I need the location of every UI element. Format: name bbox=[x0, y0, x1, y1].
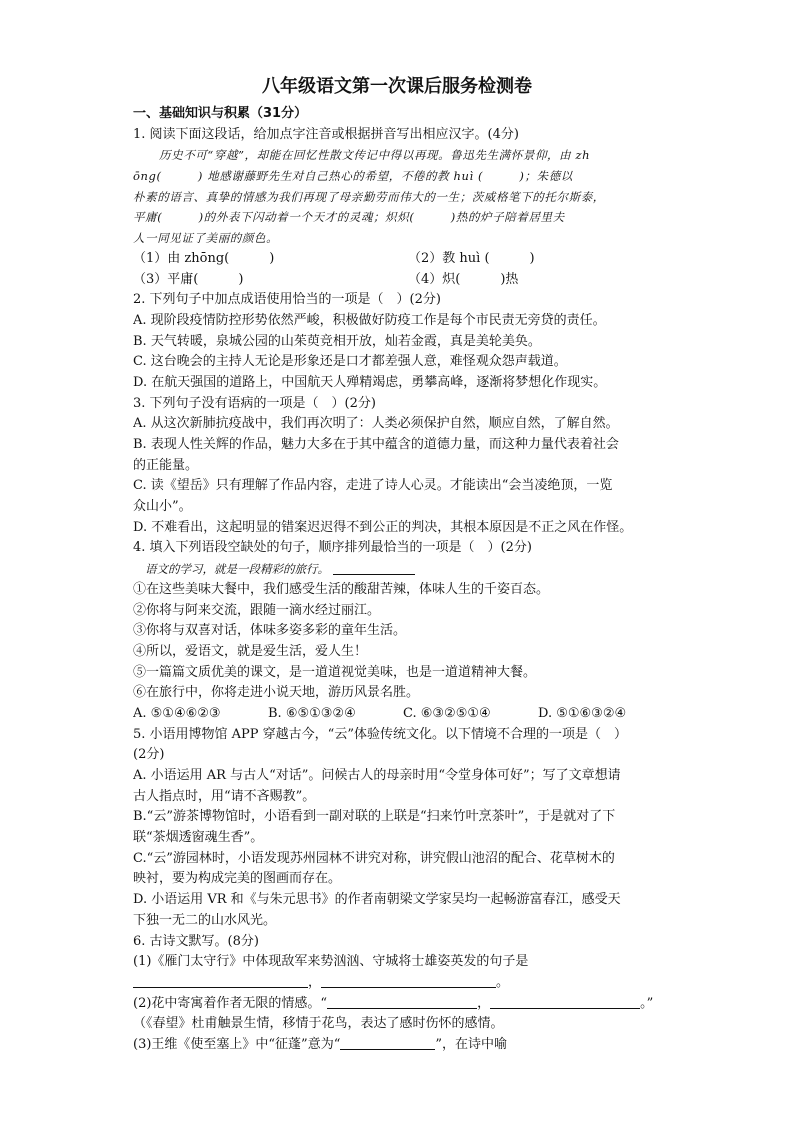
option-line: 下独一无二的山水风光。 bbox=[133, 912, 277, 928]
q6-part3 bbox=[133, 1035, 663, 1056]
answer-label: （1）由 zhōng( bbox=[133, 250, 230, 266]
option-line: 古人指点时，用“请不吝赐教”。 bbox=[133, 788, 316, 804]
option-line: 映衬，要为构成完美的图画而存在。 bbox=[133, 871, 342, 887]
option-line: A. 从这次新肺抗疫战中，我们再次明了：人类必须保护自然，顺应自然，了解自然。 bbox=[133, 416, 619, 432]
option-line: D. 小语运用 VR 和《与朱元思书》的作者南朝梁文学家吴均一起畅游富春江，感受天 bbox=[133, 892, 621, 908]
option-line: C.“云”游园林时，小语发现苏州园林不讲究对称，讲究假山池沼的配合、花草树木的 bbox=[133, 850, 615, 866]
passage-line: 历史不可“穿越”，却能在回忆性散文传记中得以再现。鲁迅先生满怀景仰，由 zh bbox=[159, 148, 591, 163]
answer-close: ) bbox=[269, 250, 275, 266]
passage-line: 平庸( )的外表下闪动着一个天才的灵魂；炽炽( )热的炉子陪着居里夫 bbox=[133, 210, 565, 225]
answer-blank[interactable] bbox=[321, 973, 496, 988]
option-d: D. 在航天强国的道路上，中国航天人殚精竭虑，勇攀高峰，逐渐将梦想化作现实。 bbox=[133, 374, 607, 390]
punctuation: 。 bbox=[496, 974, 510, 990]
answer-close: )热 bbox=[500, 271, 519, 287]
exam-content bbox=[133, 104, 663, 1056]
answer-close: ) bbox=[238, 271, 244, 287]
q4-stem: 4. 填入下列语段空缺处的句子，顺序排列最恰当的一项是（ ）(2分) bbox=[133, 540, 532, 556]
option-line: B.“云”游茶博物馆时，小语看到一副对联的上联是“扫来竹叶烹茶叶”，于是就对了下 bbox=[133, 809, 616, 825]
option-c: C. ⑥③②⑤①④ bbox=[403, 705, 491, 721]
q5-stem: 5. 小语用博物馆 APP 穿越古今，“云”体验传统文化。以下情境不合理的一项是（ ） bbox=[133, 726, 627, 742]
option-a: A. ⑤①④⑥②③ bbox=[133, 705, 221, 721]
answer-close: ) bbox=[529, 250, 535, 266]
q6-part2-text: (2)花中寄寓着作者无限的情感。“ bbox=[133, 995, 328, 1011]
punctuation: ， bbox=[477, 995, 491, 1011]
option-line: B. 表现人性关辉的作品，魅力大多在于其中蕴含的道德力量，而这种力量代表着社会 bbox=[133, 437, 619, 452]
q4-options bbox=[133, 704, 663, 725]
section-heading: 一、基础知识与积累（31分） bbox=[133, 106, 308, 121]
q6-part2-note: （《春望》杜甫触景生情，移情于花鸟，表达了感时伤怀的感情。 bbox=[133, 1016, 504, 1032]
option-line: C. 读《望岳》只有理解了作品内容，走进了诗人心灵。才能读出“会当凌绝顶，一览 bbox=[133, 478, 613, 494]
option-b: B. 天气转暖，泉城公园的山茱萸竞相开放，灿若金霞，真是美轮美奂。 bbox=[133, 333, 541, 349]
option-d: D. ⑤①⑥③②④ bbox=[538, 705, 627, 721]
passage-line: 人一同见证了美丽的颜色。 bbox=[133, 231, 279, 246]
q2-stem: 2. 下列句子中加点成语使用恰当的一项是（ ）(2分) bbox=[133, 292, 441, 308]
q4-intro bbox=[133, 559, 663, 580]
answer-label: （4）炽( bbox=[408, 271, 461, 287]
passage-line: 朴素的语言、真挚的情感为我们再现了母亲勤劳而伟大的一生；茨威格笔下的托尔斯泰， bbox=[133, 189, 605, 204]
q5-points: (2分) bbox=[133, 747, 165, 763]
q1-answer-row bbox=[133, 270, 663, 291]
q6-part3-text: (3)王维《使至塞上》中“征蓬”意为“ bbox=[133, 1036, 341, 1052]
option-c: C. 这台晚会的主持人无论是形象还是口才都差强人意，难怪观众怨声载道。 bbox=[133, 354, 567, 370]
q1-passage bbox=[133, 145, 663, 248]
list-item: ④所以，爱语文，就是爱生活，爱人生！ bbox=[133, 643, 368, 659]
option-line: D. 不难看出，这起明显的错案迟迟得不到公正的判决，其根本原因是不正之风在作怪。 bbox=[133, 519, 633, 535]
option-line: 的正能量。 bbox=[133, 457, 199, 473]
punctuation: 。” bbox=[640, 995, 654, 1011]
q6-stem: 6. 古诗文默写。(8分) bbox=[133, 933, 259, 949]
passage-line: ōng( ) 地感谢藤野先生对自己热心的希望，不倦的教 huì ( )；朱德以 bbox=[133, 169, 573, 184]
option-a: A. 现阶段疫情防控形势依然严峻，积极做好防疫工作是每个市民责无旁贷的责任。 bbox=[133, 312, 606, 328]
list-item: ②你将与阿来交流，跟随一滴水经过丽江。 bbox=[133, 602, 381, 618]
answer-label: （2）教 huì ( bbox=[408, 250, 490, 266]
option-line: 联“茶烟透窗魂生香”。 bbox=[133, 830, 264, 846]
q4-intro-text: 语文的学习，就是一段精彩的旅行。 bbox=[145, 562, 329, 577]
q6-part1-blanks bbox=[133, 973, 663, 994]
list-item: ①在这些美味大餐中，我们感受生活的酸甜苦辣，体味人生的千姿百态。 bbox=[133, 581, 550, 597]
option-line: 众山小”。 bbox=[133, 499, 192, 515]
q1-stem: 1. 阅读下面这段话，给加点字注音或根据拼音写出相应汉字。(4分) bbox=[133, 126, 519, 142]
option-b: B. ⑥⑤①③②④ bbox=[268, 705, 356, 721]
q6-part1: (1)《雁门太守行》中体现敌军来势汹汹、守城将士雄姿英发的句子是 bbox=[133, 954, 529, 970]
answer-blank[interactable] bbox=[340, 1035, 435, 1050]
answer-blank[interactable] bbox=[333, 560, 415, 575]
list-item: ③你将与双喜对话，体味多姿多彩的童年生活。 bbox=[133, 623, 407, 639]
page-title: 八年级语文第一次课后服务检测卷 bbox=[262, 76, 532, 97]
list-item: ⑤一篇篇文质优美的课文，是一道道视觉美味，也是一道道精神大餐。 bbox=[133, 664, 537, 680]
q1-answer-row bbox=[133, 249, 663, 270]
q6-part3-tail: ”，在诗中喻 bbox=[435, 1036, 508, 1052]
list-item: ⑥在旅行中，你将走进小说天地，游历风景名胜。 bbox=[133, 685, 420, 701]
answer-blank[interactable] bbox=[133, 973, 308, 988]
q3-stem: 3. 下列句子没有语病的一项是（ ）(2分) bbox=[133, 395, 376, 411]
option-line: A. 小语运用 AR 与古人“对话”。问候古人的母亲时用“令堂身体可好”；写了文章想请 bbox=[133, 768, 621, 783]
answer-label: （3）平庸( bbox=[133, 271, 199, 287]
answer-blank[interactable] bbox=[327, 994, 477, 1009]
answer-blank[interactable] bbox=[490, 994, 640, 1009]
q6-part2 bbox=[133, 994, 663, 1015]
punctuation: ， bbox=[308, 974, 322, 990]
